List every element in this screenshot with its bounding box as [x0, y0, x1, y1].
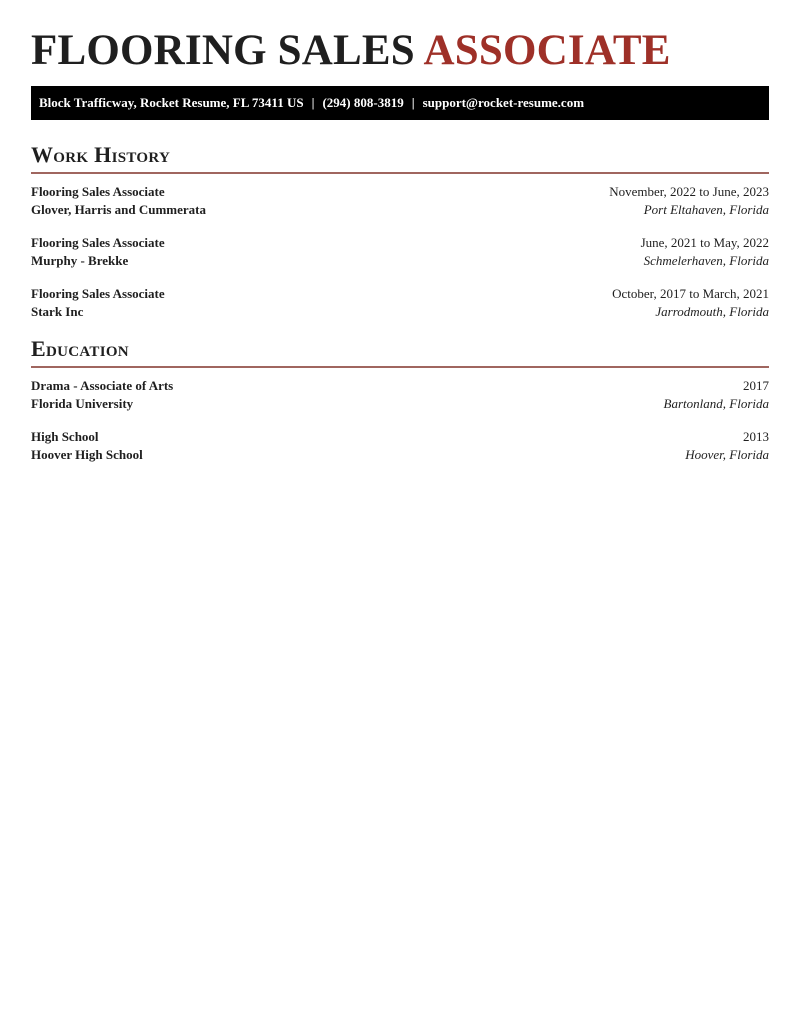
section-title-work-history: Work History — [31, 142, 171, 167]
degree-name: High School — [31, 429, 99, 444]
education-entry-row-primary — [31, 377, 769, 395]
company-name: Murphy - Brekke — [31, 252, 129, 268]
section-divider — [31, 172, 769, 174]
work-entry — [31, 183, 769, 218]
work-entry-row-secondary — [31, 252, 769, 270]
name-first-part: FLOORING SALES — [31, 27, 415, 74]
company-name: Glover, Harris and Cummerata — [31, 201, 206, 217]
job-title: Flooring Sales Associate — [31, 286, 165, 301]
contact-separator: | — [311, 95, 315, 110]
education-entry-row-secondary — [31, 446, 769, 464]
job-location: Port Eltahaven, Florida — [643, 201, 769, 217]
job-dates: June, 2021 to May, 2022 — [640, 235, 769, 250]
contact-phone: (294) 808-3819 — [322, 95, 404, 110]
education-entry-row-primary — [31, 428, 769, 446]
school-location: Hoover, Florida — [685, 446, 769, 462]
work-entry-row-primary — [31, 285, 769, 303]
section-divider — [31, 366, 769, 368]
work-entry-row-secondary — [31, 201, 769, 219]
job-dates: October, 2017 to March, 2021 — [612, 286, 769, 301]
education-entry-row-secondary — [31, 395, 769, 413]
resume-name-heading — [31, 0, 769, 86]
job-title: Flooring Sales Associate — [31, 184, 165, 199]
work-entry — [31, 234, 769, 269]
education-entry — [31, 428, 769, 463]
education-section — [31, 336, 769, 463]
school-name: Hoover High School — [31, 446, 143, 462]
contact-email[interactable]: support@rocket-resume.com — [422, 95, 585, 110]
job-location: Jarrodmouth, Florida — [655, 303, 769, 319]
work-entry-row-primary — [31, 183, 769, 201]
contact-separator: | — [411, 95, 415, 110]
graduation-year: 2017 — [743, 378, 769, 393]
work-entry — [31, 285, 769, 320]
company-name: Stark Inc — [31, 303, 84, 319]
work-entry-row-secondary — [31, 303, 769, 321]
contact-address: Block Trafficway, Rocket Resume, FL 73411 US — [39, 95, 304, 110]
job-dates: November, 2022 to June, 2023 — [609, 184, 769, 199]
job-title: Flooring Sales Associate — [31, 235, 165, 250]
section-title-education: Education — [31, 336, 129, 361]
contact-bar — [31, 86, 769, 120]
work-history-section — [31, 142, 769, 320]
name-accent-part: ASSOCIATE — [423, 27, 671, 74]
school-name: Florida University — [31, 395, 134, 411]
degree-name: Drama - Associate of Arts — [31, 378, 174, 393]
work-entry-row-primary — [31, 234, 769, 252]
job-location: Schmelerhaven, Florida — [643, 252, 769, 268]
school-location: Bartonland, Florida — [663, 395, 769, 411]
education-entry — [31, 377, 769, 412]
graduation-year: 2013 — [743, 429, 769, 444]
